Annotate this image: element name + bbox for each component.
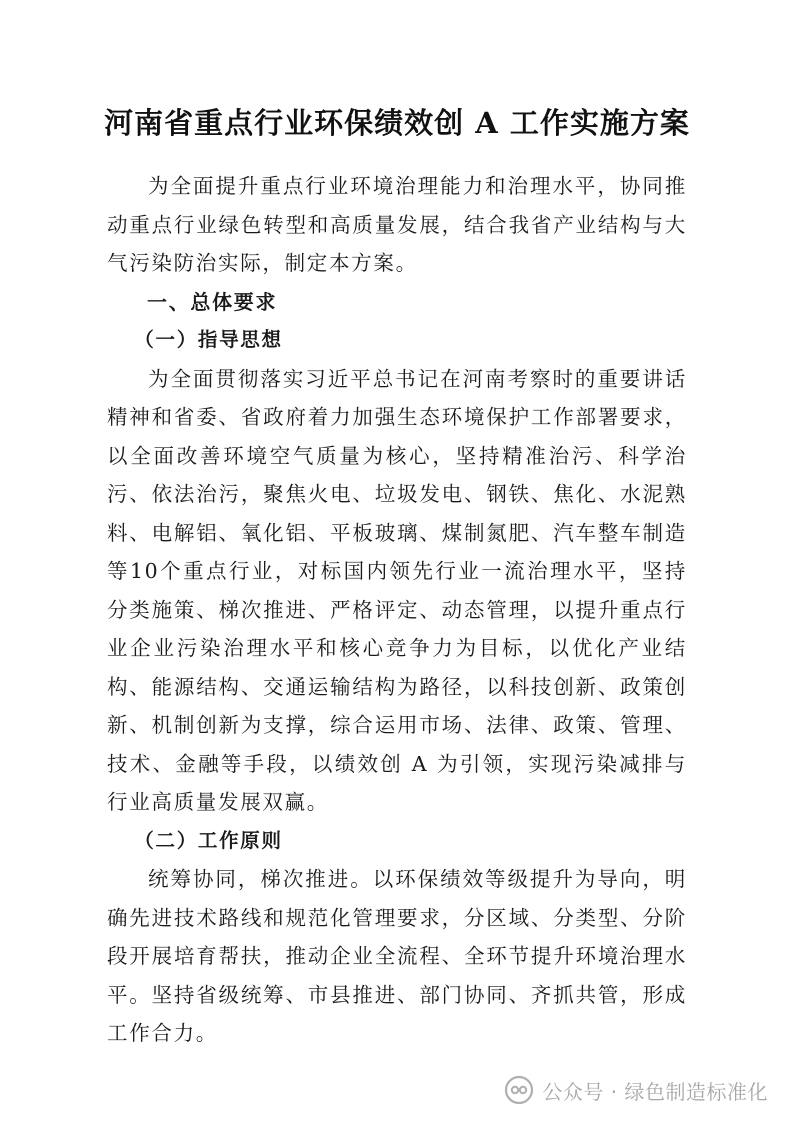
watermark-text: 公众号 · 绿色制造标准化 [542,1079,768,1104]
subsection-heading-working-principles: （二）工作原则 [134,828,283,852]
document-title: 河南省重点行业环保绩效创 A 工作实施方案 [104,106,690,140]
document-body [107,167,687,1053]
working-principles-paragraph: 统筹协同，梯次推进。以环保绩效等级提升为导向，明确先进技术路线和规范化管理要求，分区域、分类型、分阶段开展培育帮扶，推动企业全流程、全环节提升环境治理水平。坚持省级统筹、市县推进、部门协同、齐抓共管，形成工作合力。 [107,867,687,1045]
section-heading-general-requirements: 一、总体要求 [147,289,278,314]
guiding-ideology-paragraph: 为全面贯彻落实习近平总书记在河南考察时的重要讲话精神和省委、省政府着力加强生态环境保护工作部署要求，以全面改善环境空气质量为核心，坚持精准治污、科学治污、依法治污，聚焦火电、垃圾发电、钢铁、焦化、水泥熟料、电解铝、氧化铝、平板玻璃、煤制氮肥、汽车整车制造等10个重点行业，对标国内领先行业一流治理水平，坚持分类施策、梯次推进、严格评定、动态管理，以提升重点行业企业污染治理水平和核心竞争力为目标，以优化产业结构、能源结构、交通运输结构为路径，以科技创新、政策创新、机制创新为支撑，综合运用市场、法律、政策、管理、技术、金融等手段，以绩效创 A 为引领，实现污染减排与行业高质量发展双赢。 [107,366,687,814]
intro-paragraph: 为全面提升重点行业环境治理能力和治理水平，协同推动重点行业绿色转型和高质量发展，结合我省产业结构与大气污染防治实际，制定本方案。 [107,174,687,275]
subsection-heading-guiding-ideology: （一）指导思想 [134,328,283,351]
wechat-public-account-icon [504,1075,534,1105]
wechat-watermark [504,1075,768,1105]
